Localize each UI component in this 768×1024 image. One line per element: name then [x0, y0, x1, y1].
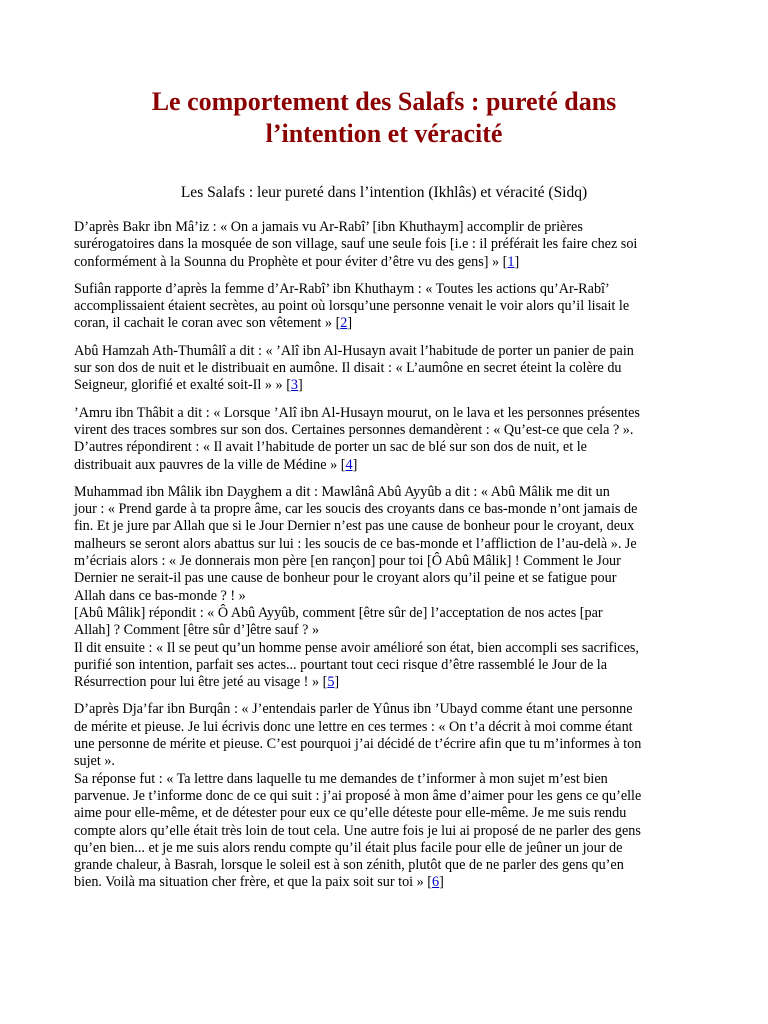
paragraph-line: virent des traces sombres sur son dos. Certaines personnes demandèrent : « Qu’est-ce que cela ? ». — [74, 421, 634, 438]
paragraph-line: Il dit ensuite : « Il se peut qu’un homme pense avoir amélioré son état, bien accompli ses sacrifices, — [74, 639, 639, 656]
page-subtitle: Les Salafs : leur pureté dans l’intention (Ikhlâs) et véracité (Sidq) — [180, 184, 588, 201]
paragraph-line: compte alors qu’elle était très loin de tout cela. Une autre fois je lui ai proposé de ne parler des gens — [74, 822, 641, 839]
paragraph-line: sujet ». — [74, 753, 115, 770]
paragraph-line: malheurs se seront alors abattus sur lui : les soucis de ce bas-monde et l’affliction de l’au-delà ». Je — [74, 535, 637, 552]
paragraph-line: grande chaleur, à Basrah, lorsque le soleil est à son zénith, plutôt que de ne parler des gens qu’en — [74, 857, 624, 874]
paragraph-line: jour : « Prend garde à ta propre âme, car les soucis des croyants dans ce bas-monde n’ont jamais de — [74, 501, 638, 518]
footnote-link[interactable]: [ 3 ] — [286, 377, 303, 393]
paragraph-line: D’après Dja’far ibn Burqân : « J’entendais parler de Yûnus ibn ’Ubayd comme étant une personne — [74, 701, 633, 718]
paragraph-line: purifié son intention, parfait ses actes... pourtant tout ceci risque d’être rassemblé le Jour de la — [74, 656, 608, 673]
paragraph-line — [74, 874, 698, 891]
paragraph-line: [Abû Mâlik] répondit : « Ô Abû Ayyûb, comment [être sûr de] l’acceptation de nos actes [par — [74, 604, 603, 621]
page-title — [60, 86, 708, 150]
page-title-line-2: l’intention et véracité — [265, 119, 503, 148]
paragraph — [74, 701, 698, 891]
paragraph-line: Allah] ? Comment [être sûr d’]être sauf ? » — [74, 622, 320, 639]
paragraph-line: fin. Et je jure par Allah que si le Jour Dernier n’est pas une cause de bonheur pour le croyant, deux — [74, 518, 635, 535]
paragraph-line: D’autres répondirent : « Il avait l’habitude de porter un sac de blé sur son dos de nuit, et le — [74, 439, 587, 456]
paragraph-line: accomplissaient étaient secrètes, au point où lorsqu’une personne venait le voir alors qu’il lisait le — [74, 298, 630, 315]
paragraph-line: m’écriais alors : « Je donnerais mon père [en rançon] pour toi [Ô Abû Mâlik] ! Comment le Jour — [74, 553, 621, 570]
paragraph-line: surérogatoires dans la mosquée de son village, sauf une seule fois [i.e : il préférait les faire chez soi — [74, 236, 638, 253]
paragraph-line: Sufiân rapporte d’après la femme d’Ar-Rabî’ ibn Khuthaym : « Toutes les actions qu’Ar-Rabî’ — [74, 280, 610, 297]
paragraph-line: Allah dans ce bas-monde ? ! » — [74, 587, 246, 604]
paragraph — [74, 405, 698, 474]
paragraph-line — [74, 457, 698, 474]
paragraph-line: parvenue. Je t’informe donc de ce qui suit : j’ai proposé à mon âme d’aimer pour les gens ce qu’elle — [74, 787, 642, 804]
paragraph-line-text: Seigneur, glorifié et exalté soit-Il » » — [74, 377, 287, 394]
paragraph — [74, 484, 698, 692]
paragraph-line-text: Résurrection pour lui être jeté au visage ! » — [74, 674, 323, 691]
paragraph-line-text: conformément à la Sounna du Prophète et pour éviter d’être vu des gens] » — [74, 253, 503, 270]
footnote-link[interactable]: [ 2 ] — [336, 315, 353, 331]
paragraph-line-text: coran, il cachait le coran avec son vêtement » — [74, 315, 336, 332]
paragraph-line: ’Amru ibn Thâbit a dit : « Lorsque ’Alî ibn Al-Husayn mourut, on le lava et les personnes présentes — [74, 404, 640, 421]
paragraph-line-text: distribuait aux pauvres de la ville de Médine » — [74, 456, 341, 473]
paragraph-line — [74, 674, 698, 691]
paragraph — [74, 281, 698, 333]
paragraph-line: Dernier ne serait-il pas une cause de bonheur pour le croyant alors qu’il peine et se fatigue pour — [74, 570, 617, 587]
paragraph-line: sur son dos de nuit et le distribuait en aumône. Il disait : « L’aumône en secret éteint la colère du — [74, 360, 622, 377]
paragraph-line — [74, 377, 698, 394]
paragraph — [74, 343, 698, 395]
footnote-link[interactable]: [ 1 ] — [503, 254, 520, 270]
paragraph-line — [74, 315, 698, 332]
article-body — [74, 219, 698, 902]
paragraph-line: D’après Bakr ibn Mâ’iz : « On a jamais vu Ar-Rabî’ [ibn Khuthaym] accomplir de prières — [74, 219, 583, 235]
paragraph-line: Sa réponse fut : « Ta lettre dans laquelle tu me demandes de t’informer à mon sujet m’est bien — [74, 770, 608, 787]
paragraph-line: une personne de mérite et pieuse. C’est pourquoi j’ai décidé de t’écrire afin que tu m’informes à ton — [74, 736, 642, 753]
paragraph-line: qu’en bien... et je me suis alors rendu compte qu’il était plus facile pour elle de jeûner un jour de — [74, 839, 623, 856]
paragraph — [74, 219, 698, 271]
footnote-link[interactable]: [ 6 ] — [427, 874, 444, 890]
paragraph-line: de mérite et pieuse. Je lui écrivis donc une lettre en ces termes : « On t’a décrit à moi comme étant — [74, 718, 633, 735]
footnote-link[interactable]: [ 4 ] — [341, 457, 358, 473]
paragraph-line: aime pour elle-même, et de détester pour eux ce qu’elle déteste pour elle-même. Je me suis rendu — [74, 805, 627, 822]
paragraph-line — [74, 254, 698, 271]
paragraph-line: Muhammad ibn Mâlik ibn Dayghem a dit : Mawlânâ Abû Ayyûb a dit : « Abû Mâlik me dit un — [74, 483, 610, 500]
paragraph-line-text: bien. Voilà ma situation cher frère, et que la paix soit sur toi » — [74, 874, 428, 891]
paragraph-line: Abû Hamzah Ath-Thumâlî a dit : « ’Alî ibn Al-Husayn avait l’habitude de porter un panier de pain — [74, 342, 634, 359]
footnote-link[interactable]: [ 5 ] — [323, 674, 340, 690]
page-title-line-1: Le comportement des Salafs : pureté dans — [151, 87, 617, 116]
